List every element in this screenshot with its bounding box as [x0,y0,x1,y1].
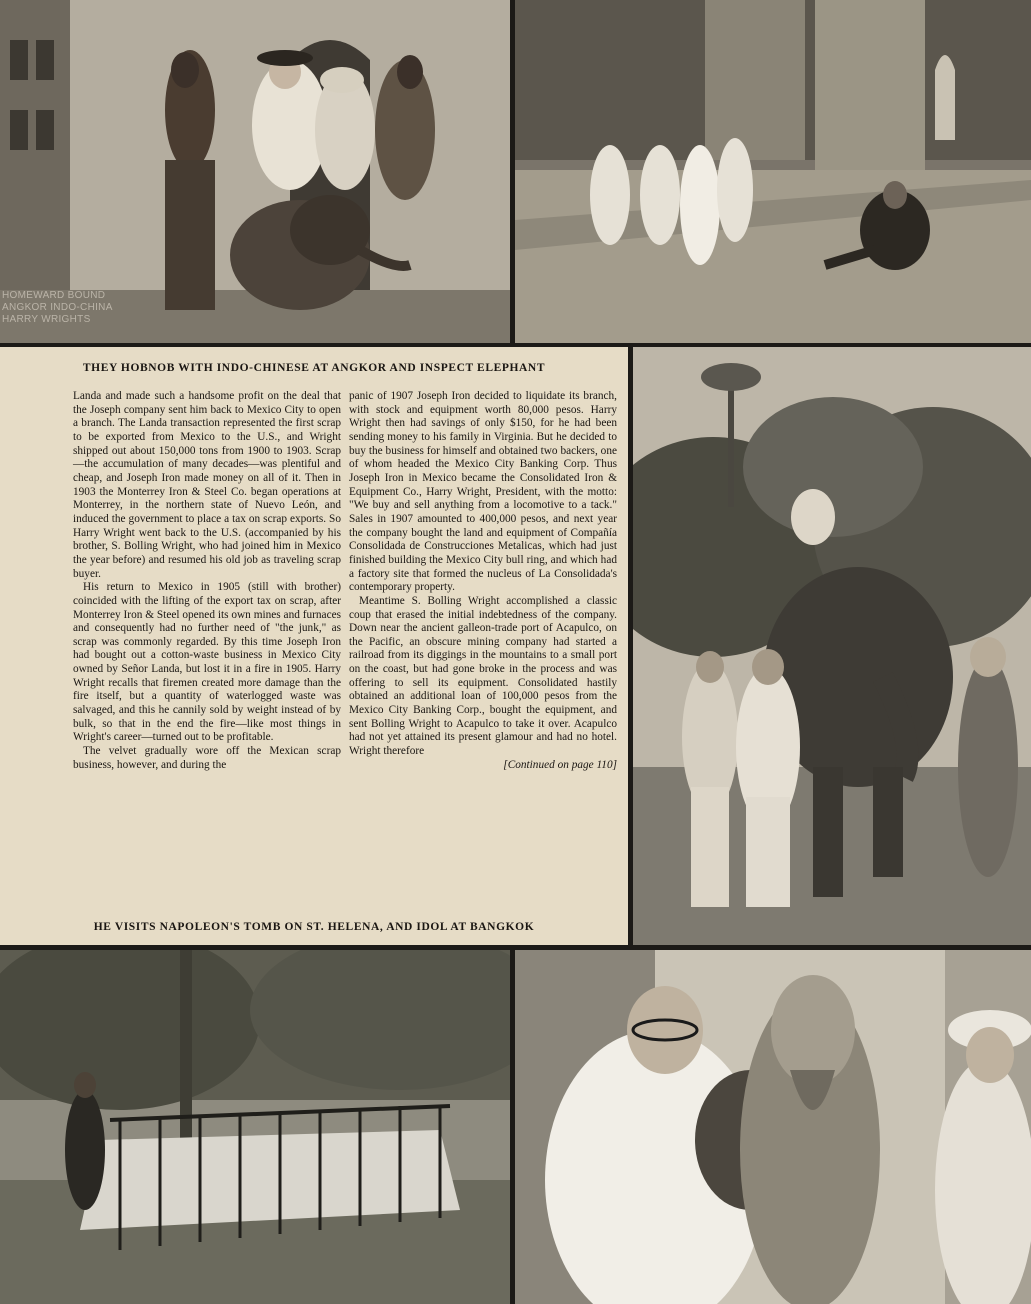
article-paragraph: His return to Mexico in 1905 (still with brother) coincided with the lifting of the export tax on scrap, after Monterrey Iron & Steel opened its own mines and furnaces and consequently had no further need of "the junk," as scrap was commonly regarded. By this time Joseph Iron had bought out a cotton-waste business in Mexico City owned by Señor Landa, but lost it in a fire in 1905. Harry Wright recalls that firemen created more damage than the fire itself, but a quantity of waterlogged waste was salvaged, and this he cannily sold by weight instead of by bulk, so that in the end the fire—like most things in Wright's career—turned out to be profitable. [73,581,341,744]
photo-bangkok-idol [515,950,1031,1304]
photo-stamp-line: HOMEWARD BOUND [2,290,106,301]
article-paragraph: Landa and made such a handsome profit on the deal that the Joseph company sent him back to Mexico City to open a branch. The Landa transaction represented the first scrap to be exported from Mexico to the U.S., and Wright shipped out about 150,000 tons from 1900 to 1903. Scrap—the accumulation of many decades—was plentiful and cheap, and Joseph Iron made money on all of it. Then in 1903 the Monterrey Iron & Steel Co. began operations at Monterrey, in the northern state of Nuevo León, and induced the government to place a tax on scrap exports. So Harry Wright went back to the U.S. (accompanied by his brother, S. Bolling Wright, who had joined him in Mexico the year before) and resumed his old job as traveling scrap buyer. [73,390,341,580]
photo-elephant-group [633,347,1031,945]
photo-napoleon-tomb [0,950,510,1304]
article-paragraph: Meantime S. Bolling Wright accomplished a classic coup that erased the initial indebtedness of the company. Down near the ancient galleon-trade port of Acapulco, on the Pacific, an obscure mining company had started a railroad from its diggings in the mountains to a small port on the coast, but had gone broke in the process and was offering to sell its equipment. Consolidated hastily obtained an additional loan of 100,000 pesos from the Mexico City Banking Corp., bought the equipment, and sent Bolling Wright to Acapulco to take it over. Acapulco had not yet attained its present glamour and had no hotel. Wright therefore [349,594,617,758]
photo-caption-stamp [2,290,113,326]
article-column-1 [73,390,341,772]
photo-angkor-elephant [0,0,510,343]
photo-stamp-line: ANGKOR INDO-CHINA [2,302,113,313]
continued-link[interactable]: [Continued on page 110] [503,758,617,771]
article-panel [0,347,628,945]
photo-stamp-line: HARRY WRIGHTS [2,314,91,325]
article-paragraph: The velvet gradually wore off the Mexican scrap business, however, and during the [73,745,341,771]
photo-caption-bottom: HE VISITS NAPOLEON'S TOMB ON ST. HELENA, AND IDOL AT BANGKOK [93,921,535,933]
article-column-2 [349,390,617,772]
photo-caption-top: THEY HOBNOB WITH INDO-CHINESE AT ANGKOR AND INSPECT ELEPHANT [82,362,546,374]
photo-angkor-dancers [515,0,1031,343]
article-paragraph: panic of 1907 Joseph Iron decided to liquidate its branch, with stock and equipment worth 80,000 pesos. Harry Wright then had savings of only $150, for he had been sending money to his family in Virginia. But he decided to buy the business for himself and obtained two backers, one of whom headed the Mexico City Banking Corp. Thus Joseph Iron in Mexico became the Consolidated Iron & Equipment Co., Harry Wright, President, with the motto: "We buy and sell anything from a locomotive to a tack." Sales in 1907 amounted to 400,000 pesos, and next year the company bought the land and equipment of Compañía Consolidada de Construcciones Metalicas, which had just finished building the Mexico City bull ring, and which had a factory site that formed the nucleus of La Consolidada's contemporary property. [349,390,617,594]
